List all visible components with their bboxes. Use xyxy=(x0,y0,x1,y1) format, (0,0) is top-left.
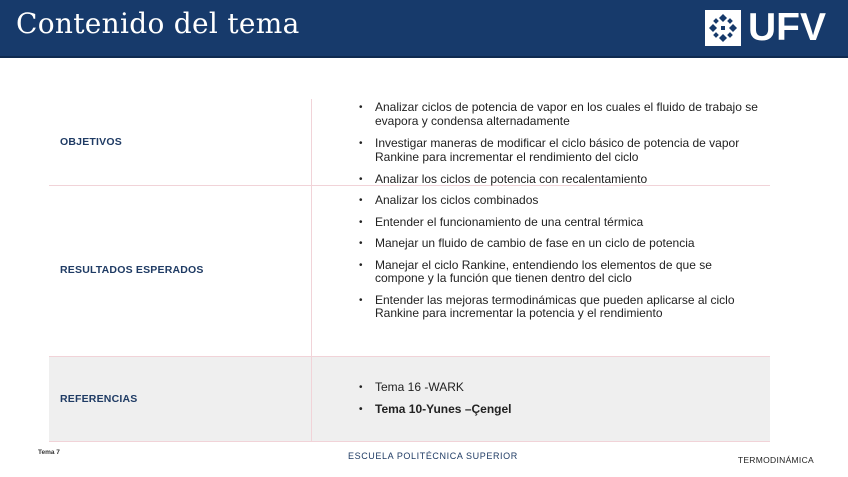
table-row-resultados xyxy=(49,186,770,357)
bullet-icon: • xyxy=(359,259,363,271)
list-item: • Entender el funcionamiento de una central térmica xyxy=(359,214,644,229)
footer-school: ESCUELA POLITÉCNICA SUPERIOR xyxy=(348,451,518,461)
ufv-logo xyxy=(705,6,826,49)
list-item: • Analizar los ciclos combinados xyxy=(359,193,539,207)
bullet-icon: • xyxy=(359,216,363,228)
bullet-icon: • xyxy=(359,195,363,206)
logo-text: UFV xyxy=(748,6,826,49)
list-item: • Investigar maneras de modificar el ciclo básico de potencia de vapor Rankine para incrementar el rendimiento del ciclo xyxy=(359,136,740,164)
bullet-list xyxy=(359,194,764,329)
column-divider xyxy=(311,186,312,356)
row-label: OBJETIVOS xyxy=(60,136,122,148)
header-bar xyxy=(0,0,848,58)
row-label: RESULTADOS ESPERADOS xyxy=(60,264,204,276)
footer-subject: TERMODINÁMICA xyxy=(737,455,814,465)
bullet-list xyxy=(359,381,764,424)
footer-topic: Tema 7 xyxy=(38,449,60,456)
bullet-icon: • xyxy=(359,382,363,393)
ufv-logo-icon xyxy=(705,10,741,46)
bullet-icon: • xyxy=(359,102,363,113)
column-divider xyxy=(311,99,312,185)
list-item: • Tema 16 -WARK xyxy=(359,380,464,394)
bullet-icon: • xyxy=(359,403,363,415)
bullet-list xyxy=(359,101,764,195)
list-item: • Analizar los ciclos de potencia con recalentamiento xyxy=(359,172,648,186)
list-item: • Tema 10-Yunes –Çengel xyxy=(359,401,512,416)
list-item: • Manejar un fluido de cambio de fase en un ciclo de potencia xyxy=(359,236,695,250)
column-divider xyxy=(311,357,312,441)
bullet-icon: • xyxy=(359,238,363,249)
bullet-icon: • xyxy=(359,174,363,185)
bullet-icon: • xyxy=(359,138,363,149)
list-item: • Analizar ciclos de potencia de vapor en los cuales el fluido de trabajo se evapora y condensa alternadamente xyxy=(359,100,758,128)
table-row-referencias xyxy=(49,357,770,442)
list-item: • Entender las mejoras termodinámicas que pueden aplicarse al ciclo Rankine para incrementar la potencia y el rendimiento xyxy=(359,292,735,320)
table-row-objetivos xyxy=(49,99,770,186)
row-label: REFERENCIAS xyxy=(60,393,138,405)
list-item: • Manejar el ciclo Rankine, entendiendo los elementos de que se compone y la función que tienen dentro del ciclo xyxy=(359,257,712,285)
bullet-icon: • xyxy=(359,294,363,306)
page-title: Contenido del tema xyxy=(16,7,300,40)
